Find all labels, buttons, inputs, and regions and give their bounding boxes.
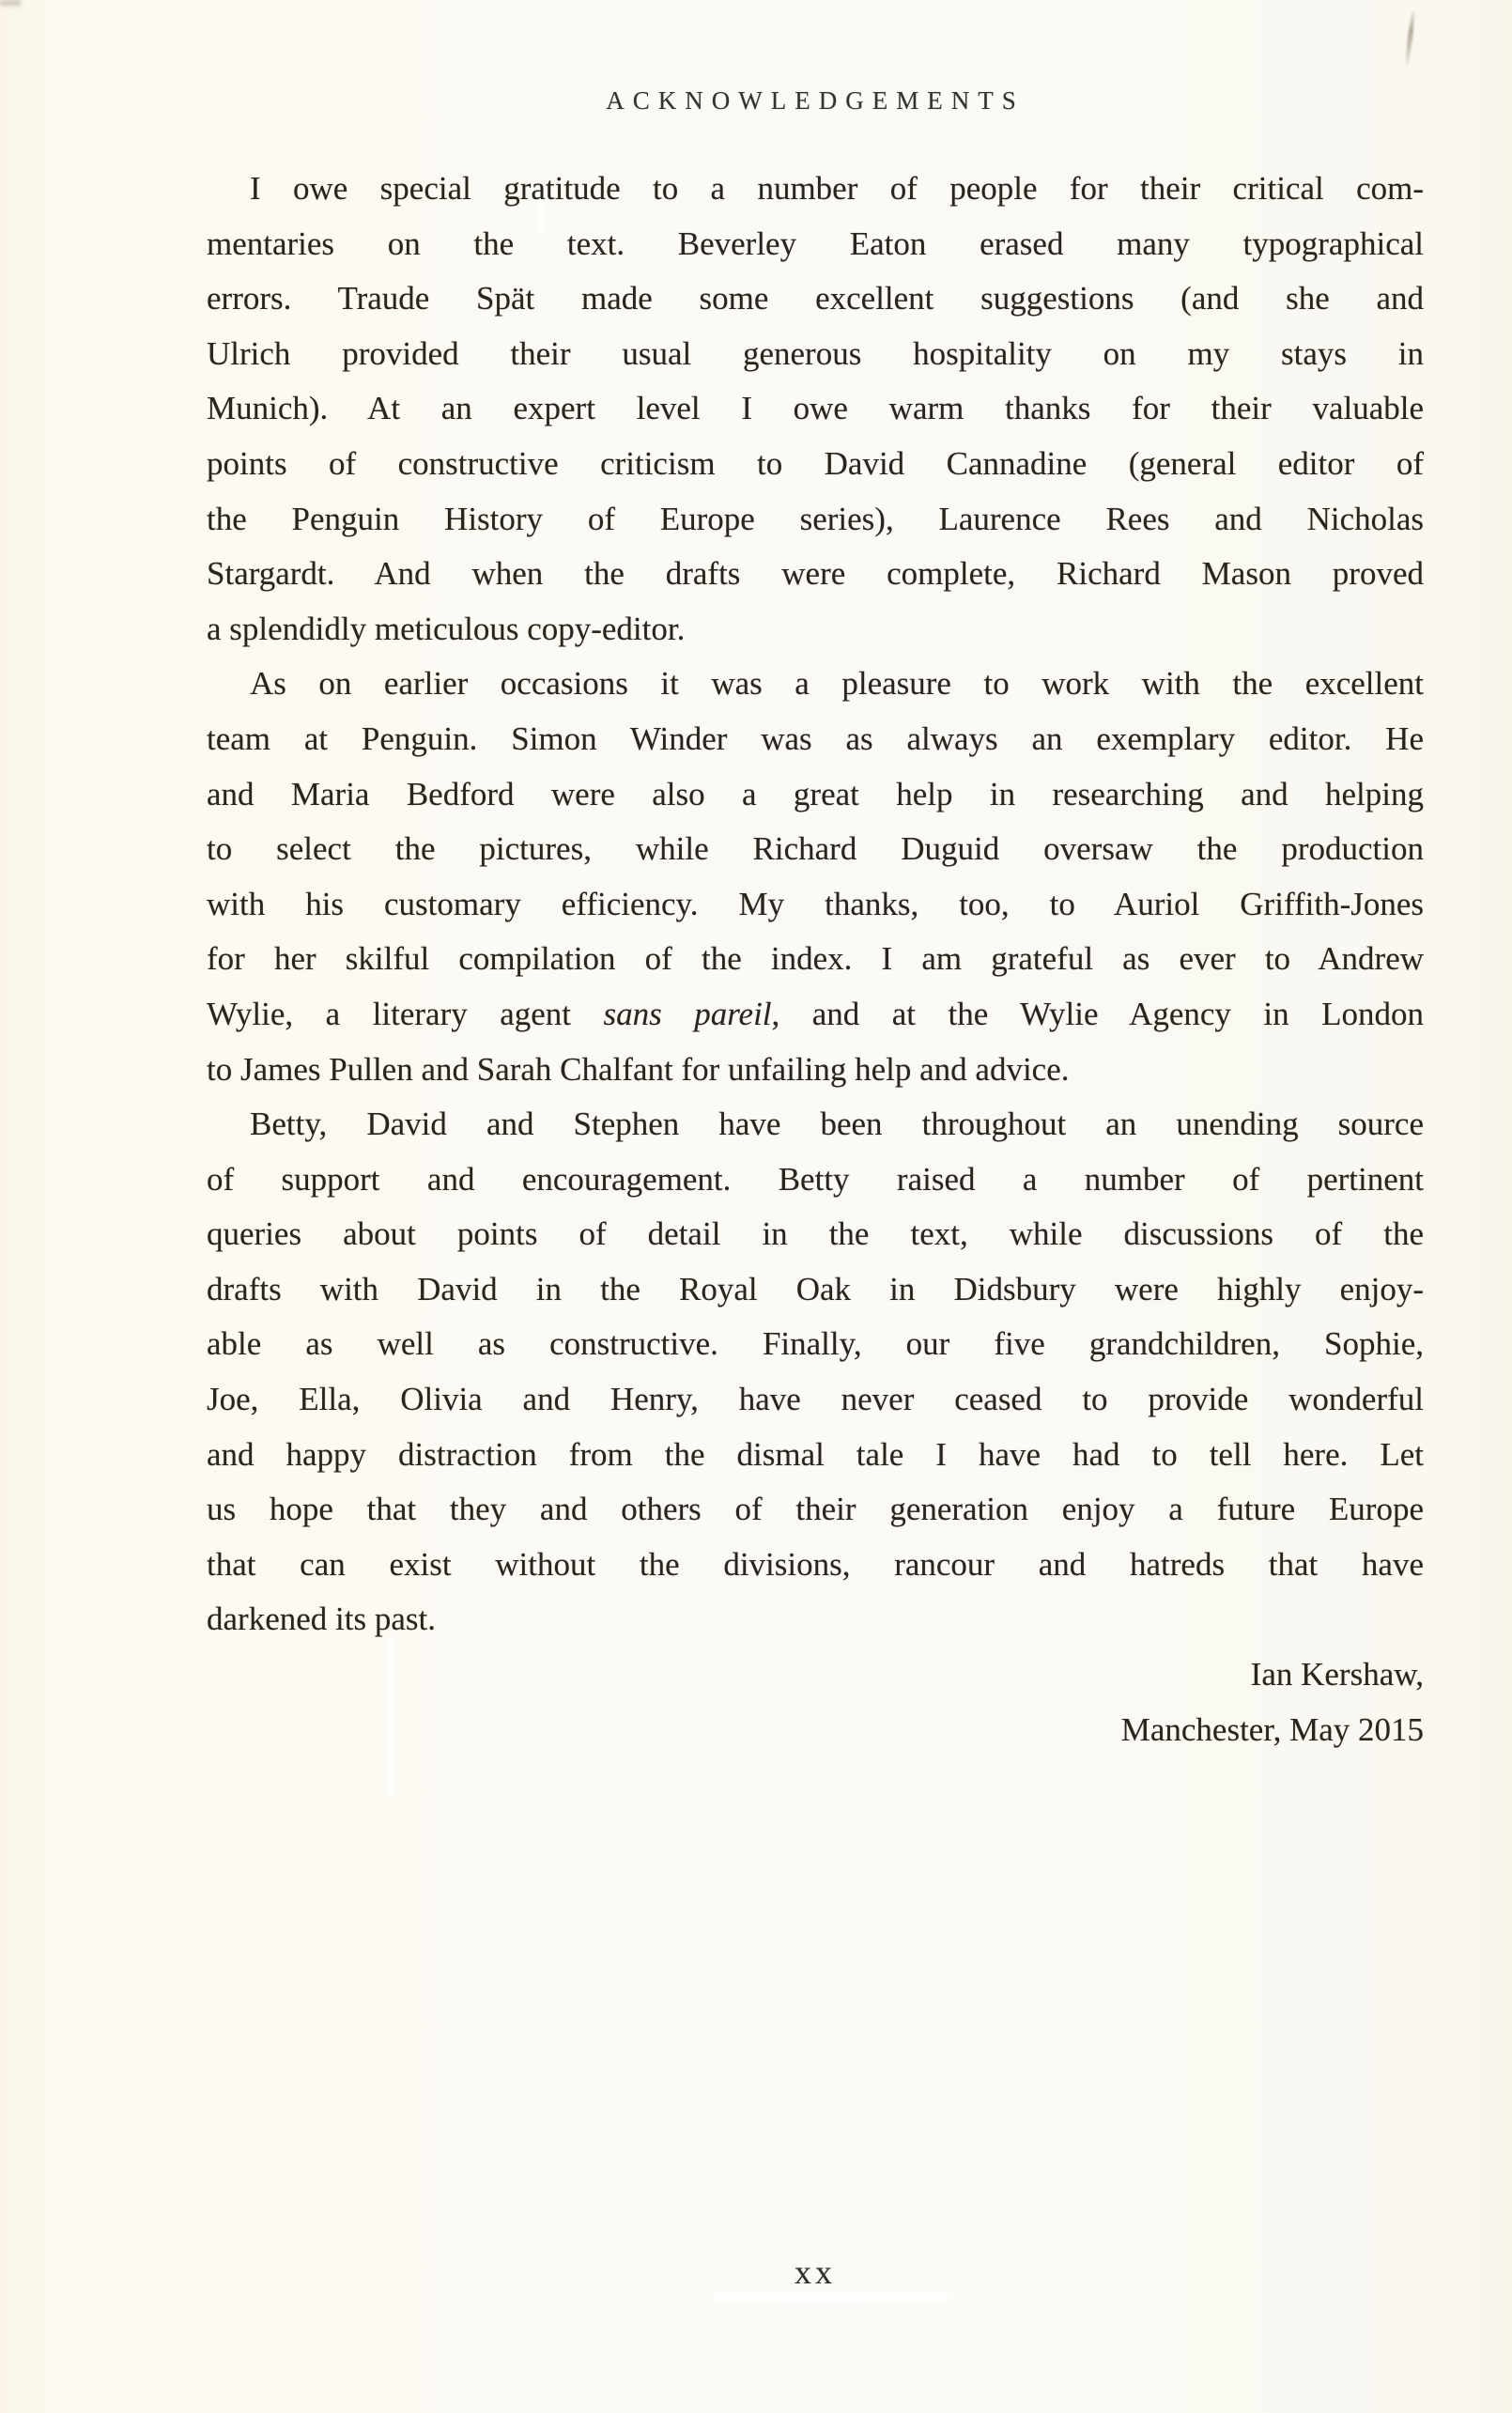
text-line: mentaries on the text. Beverley Eaton erased many typographical	[207, 224, 1424, 262]
paragraph	[207, 162, 1424, 657]
text-line: for her skilful compilation of the index. I am grateful as ever to Andrew	[207, 940, 1424, 978]
text-line: that can exist without the divisions, rancour and hatreds that have	[207, 1545, 1424, 1583]
text-line: queries about points of detail in the text, while discussions of the	[207, 1215, 1424, 1253]
text-line: and happy distraction from the dismal tale I have had to tell here. Let	[207, 1435, 1424, 1473]
text-line: Stargardt. And when the drafts were complete, Richard Mason proved	[207, 555, 1424, 593]
text-line: and Maria Bedford were also a great help in researching and helping	[207, 775, 1424, 812]
text-line: drafts with David in the Royal Oak in Didsbury were highly enjoy-	[207, 1270, 1424, 1307]
text-line: us hope that they and others of their generation enjoy a future Europe	[207, 1491, 1424, 1528]
page-header: ACKNOWLEDGEMENTS	[606, 86, 1025, 115]
text-line: the Penguin History of Europe series), Laurence Rees and Nicholas	[207, 500, 1424, 537]
text-block	[207, 162, 1424, 1757]
text-line: darkened its past.	[207, 1601, 436, 1638]
scan-corner-artifact	[0, 0, 21, 6]
paragraph	[207, 657, 1424, 1097]
text-line: Betty, David and Stephen have been throughout an unending source	[250, 1106, 1424, 1143]
paragraph	[207, 1097, 1424, 1647]
text-line: I owe special gratitude to a number of people for their critical com-	[250, 170, 1424, 207]
text-line: to James Pullen and Sarah Chalfant for unfailing help and advice.	[207, 1050, 1070, 1088]
page-number: xx	[795, 2253, 836, 2291]
text-line: Joe, Ella, Olivia and Henry, have never ceased to provide wonderful	[207, 1381, 1424, 1418]
text-line: Wylie, a literary agent sans pareil, and at the Wylie Agency in London	[207, 995, 1425, 1032]
signature-line: Manchester, May 2015	[1120, 1710, 1424, 1748]
text-line: a splendidly meticulous copy-editor.	[207, 610, 686, 647]
text-line: Munich). At an expert level I owe warm thanks for their valuable	[207, 390, 1424, 427]
text-line: of support and encouragement. Betty raised a number of pertinent	[207, 1160, 1424, 1198]
text-line: points of constructive criticism to David Cannadine (general editor of	[207, 444, 1424, 482]
scan-scratch-mark	[1404, 9, 1415, 66]
text-line: As on earlier occasions it was a pleasure to work with the excellent	[250, 665, 1424, 703]
scan-streak-artifact	[714, 2292, 949, 2303]
text-line: to select the pictures, while Richard Duguid oversaw the production	[207, 830, 1424, 868]
signature-line: Ian Kershaw,	[1250, 1656, 1424, 1694]
text-line: errors. Traude Spät made some excellent suggestions (and she and	[207, 280, 1424, 317]
text-line: able as well as constructive. Finally, our five grandchildren, Sophie,	[207, 1325, 1424, 1363]
signature-block	[207, 1647, 1424, 1757]
text-line: Ulrich provided their usual generous hospitality on my stays in	[207, 334, 1424, 372]
text-line: team at Penguin. Simon Winder was as always an exemplary editor. He	[207, 719, 1424, 757]
text-line: with his customary efficiency. My thanks, too, to Auriol Griffith-Jones	[207, 885, 1424, 922]
